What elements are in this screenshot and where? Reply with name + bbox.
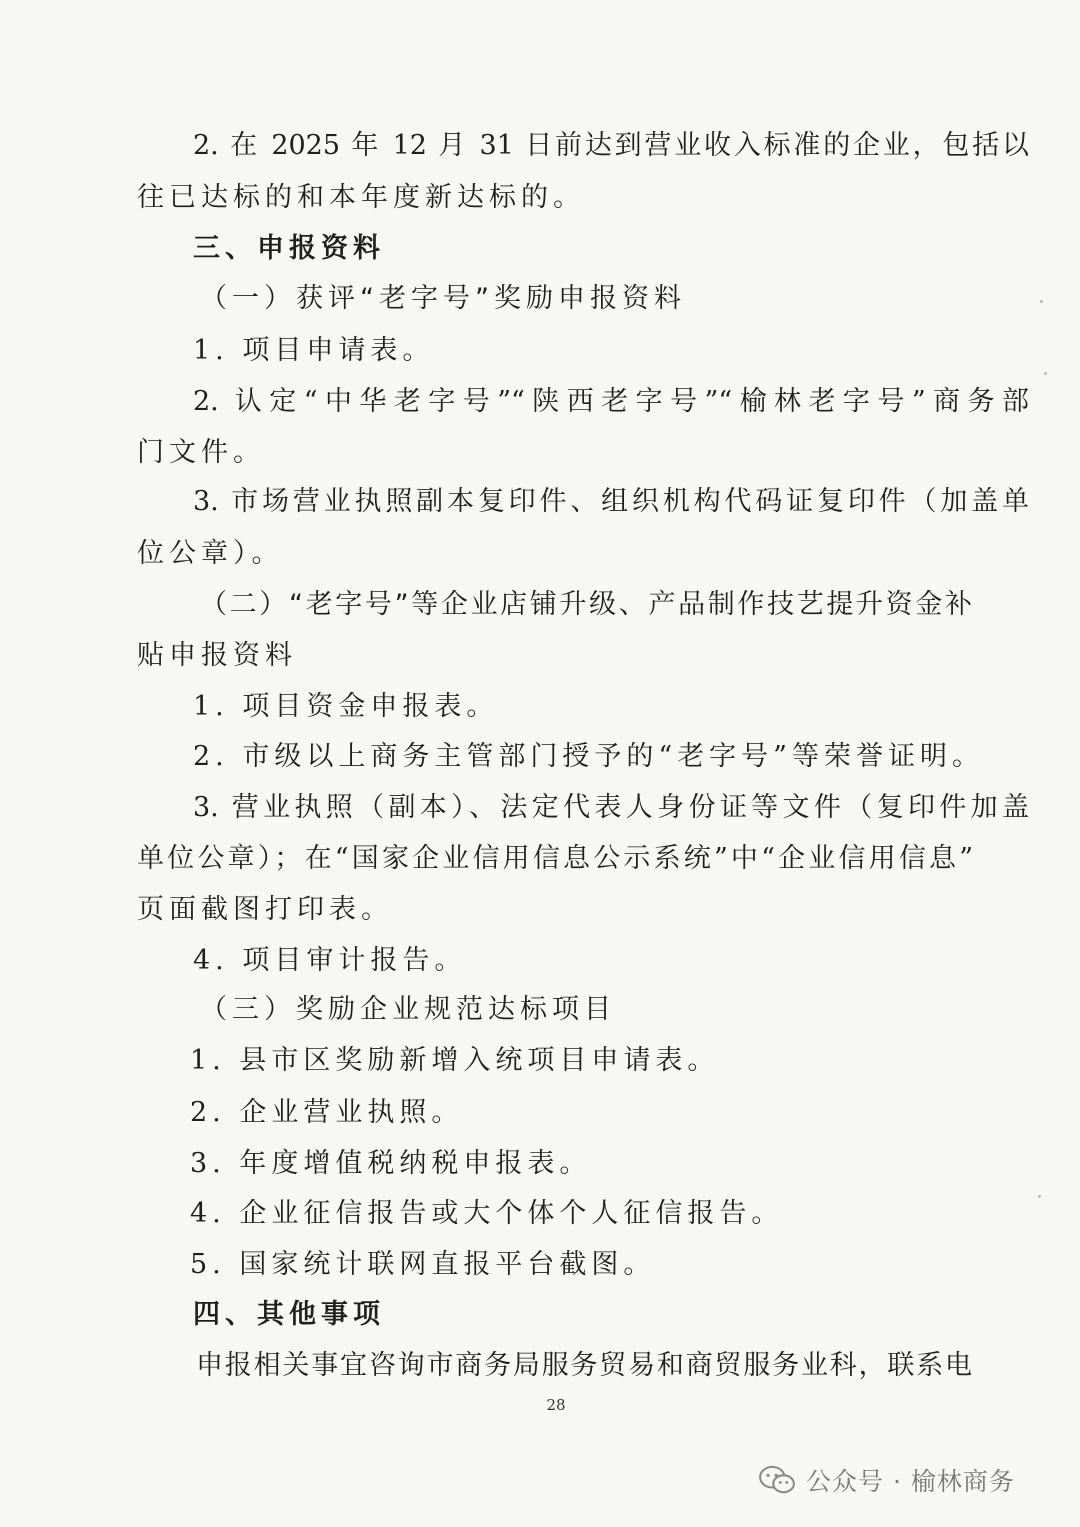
watermark-text: 公众号 · 榆林商务 [806, 1467, 1015, 1496]
scan-speck [1044, 372, 1047, 375]
subsection-heading-cont: 贴申报资料 [137, 640, 297, 671]
list-item: 1. 项目申请表。 [193, 335, 435, 366]
list-item: 2. 认定“中华老字号”“陕西老字号”“榆林老字号”商务部 [193, 386, 1029, 417]
list-item: 2. 企业营业执照。 [190, 1097, 464, 1128]
list-item: 1. 县市区奖励新增入统项目申请表。 [190, 1045, 720, 1076]
body-line: 申报相关事宜咨询市商务局服务贸易和商贸服务业科，联系电 [196, 1350, 972, 1381]
list-item: 3. 年度增值税纳税申报表。 [190, 1148, 592, 1179]
subsection-heading: （一）获评“老字号”奖励申报资料 [200, 283, 686, 314]
body-line: 往已达标的和本年度新达标的。 [137, 182, 585, 213]
page-number: 28 [546, 1396, 566, 1414]
watermark [758, 1458, 1015, 1502]
list-item: 3. 营业执照（副本）、法定代表人身份证等文件（复印件加盖 [193, 792, 1029, 823]
list-item: 2. 市级以上商务主管部门授予的“老字号”等荣誉证明。 [193, 741, 984, 772]
wechat-icon [758, 1465, 796, 1495]
section-heading: 四、其他事项 [193, 1299, 385, 1330]
body-line: 门文件。 [137, 437, 265, 468]
body-line: 位公章）。 [137, 538, 284, 569]
body-line: 页面截图打印表。 [137, 894, 393, 925]
section-heading: 三、申报资料 [193, 233, 385, 264]
scan-speck [1040, 300, 1043, 303]
scan-speck [1038, 1195, 1041, 1198]
list-item: 4. 企业征信报告或大个体个人征信报告。 [190, 1198, 784, 1229]
body-line: 单位公章）；在“国家企业信用信息公示系统”中“企业信用信息” [137, 843, 973, 874]
subsection-heading: （三）奖励企业规范达标项目 [200, 994, 616, 1025]
subsection-heading: （二）“老字号”等企业店铺升级、产品制作技艺提升资金补 [200, 589, 972, 620]
body-line: 2. 在 2025 年 12 月 31 日前达到营业收入标准的企业，包括以 [193, 130, 1029, 161]
list-item: 1. 项目资金申报表。 [193, 691, 499, 722]
list-item: 4. 项目审计报告。 [193, 945, 467, 976]
list-item: 5. 国家统计联网直报平台截图。 [190, 1249, 656, 1280]
list-item: 3. 市场营业执照副本复印件、组织机构代码证复印件（加盖单 [193, 486, 1029, 517]
